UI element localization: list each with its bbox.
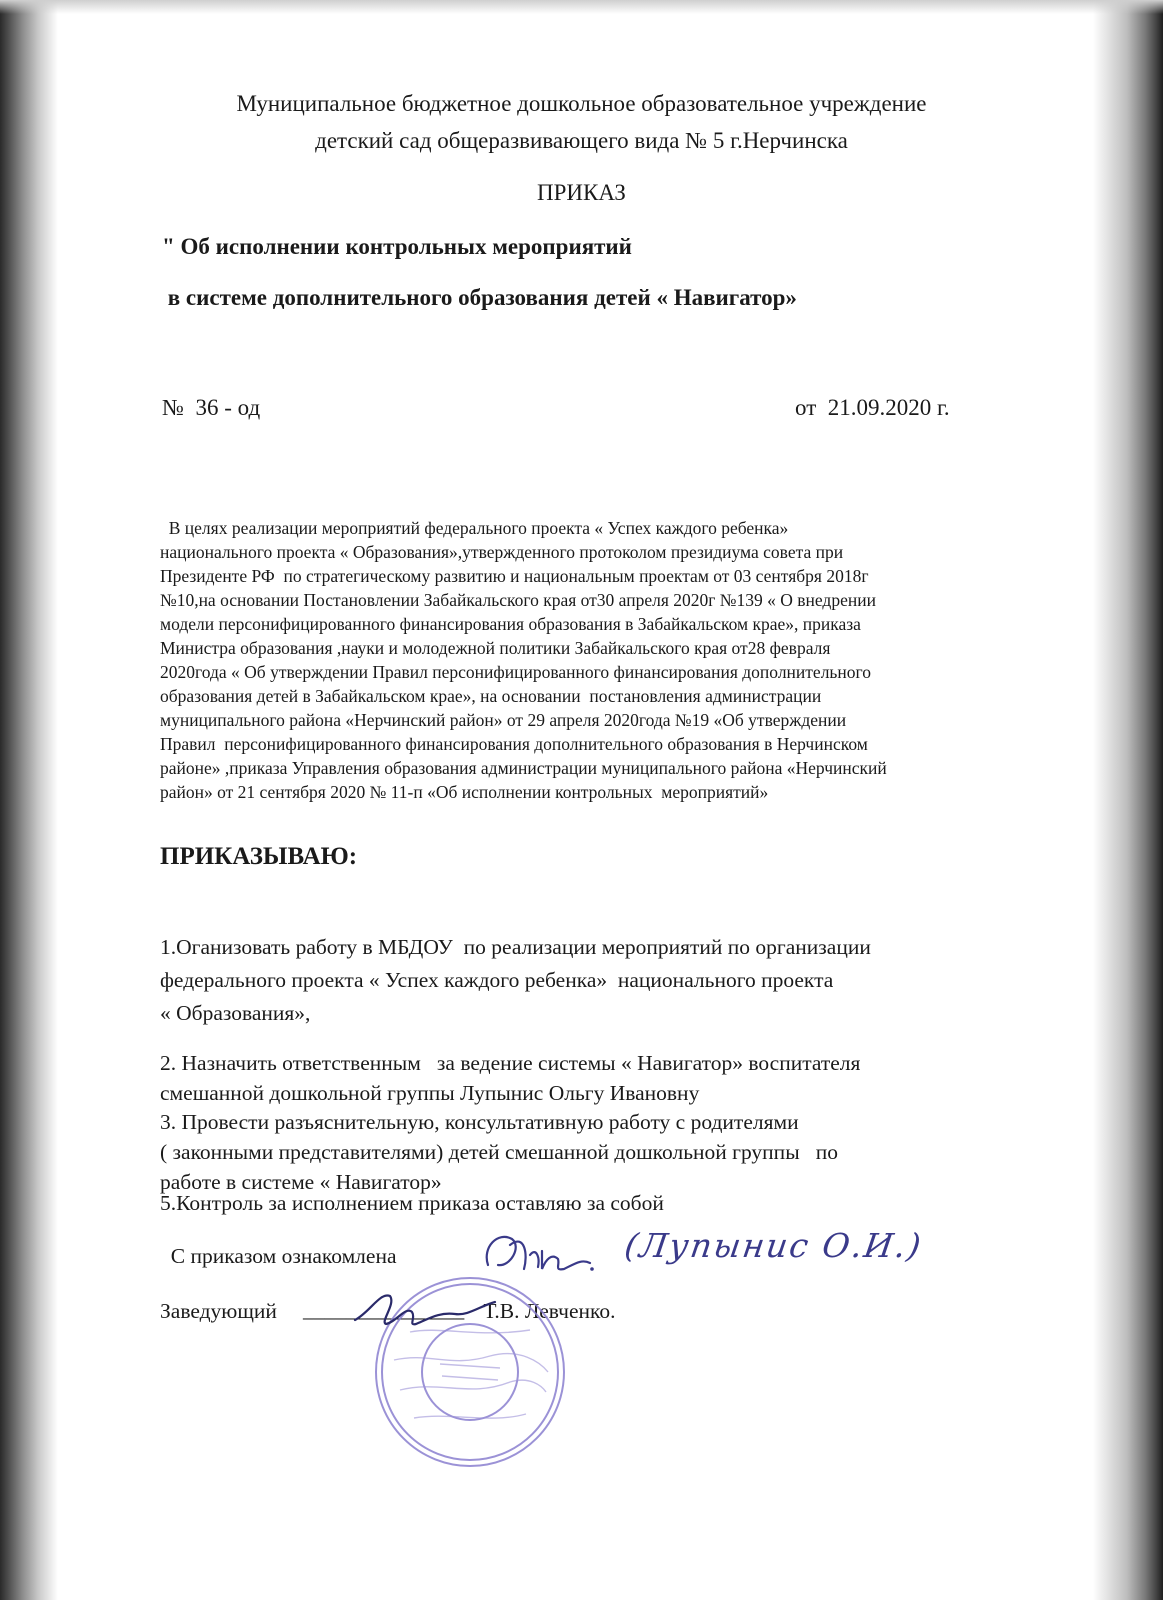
preamble-line: 2020года « Об утверждении Правил персонифицированного финансирования дополнительного [160,662,872,682]
preamble-line: образования детей в Забайкальском крае», на основании постановления администрации [160,686,822,706]
preamble-line: национального проекта « Образования»,утвержденного протоколом президиума совета при [160,542,844,562]
item-2-line: смешанной дошкольной группы Лупынис Ольгу Ивановну [160,1081,700,1105]
doc-type: ПРИКАЗ [537,180,626,205]
acquainted-handwritten-name: (Лупынис О.И.) [622,1226,926,1265]
head-title: Заведующий [160,1299,277,1323]
order-date: от 21.09.2020 г. [795,395,950,420]
preamble-line: Правил персонифицированного финансирования дополнительного образования в Нерчинском [160,734,868,754]
head-signature-line: _______________ [303,1298,465,1322]
item-5: 5.Контроль за исполнением приказа оставляю за собой [160,1191,664,1215]
scan-edge-left [0,0,58,1600]
org-name-line1: Муниципальное бюджетное дошкольное образовательное учреждение [236,91,927,116]
preamble-line: В целях реализации мероприятий федерального проекта « Успех каждого ребенка» [160,518,789,538]
org-name-line2: детский сад общеразвивающего вида № 5 г.Нерчинска [315,128,848,153]
item-2-line: 2. Назначить ответственным за ведение системы « Навигатор» воспитателя [160,1051,861,1075]
item-1-line: 1.Оганизовать работу в МБДОУ по реализации мероприятий по организации [160,935,871,959]
order-word: ПРИКАЗЫВАЮ: [160,843,358,870]
scan-edge-top [0,0,1163,14]
item-1-line: федерального проекта « Успех каждого ребенка» национального проекта [160,968,834,992]
item-1-line: « Образования», [160,1001,311,1025]
head-signature [350,1282,500,1337]
acquainted-text: С приказом ознакомлена [160,1244,397,1268]
item-3-line: работе в системе « Навигатор» [160,1170,442,1194]
preamble-line: Президенте РФ по стратегическому развитию и национальным проектам от 03 сентября 2018г [160,566,869,586]
scan-edge-right [1093,0,1163,1600]
preamble-line: район» от 21 сентября 2020 № 11-п «Об исполнении контрольных мероприятий» [160,782,769,802]
title-line1: " Об исполнении контрольных мероприятий [162,234,632,259]
preamble-line: муниципального района «Нерчинский район» от 29 апреля 2020года №19 «Об утверждении [160,710,847,730]
preamble-line: районе» ,приказа Управления образования администрации муниципального района «Нерчинский [160,758,887,778]
preamble-line: Министра образования ,науки и молодежной политики Забайкальского края от28 февраля [160,638,831,658]
title-line2: в системе дополнительного образования детей « Навигатор» [162,285,797,310]
item-3-line: ( законными представителями) детей смешанной дошкольной группы по [160,1140,839,1164]
preamble-line: №10,на основании Постановлении Забайкальского края от30 апреля 2020г №139 « О внедрении [160,590,876,610]
order-number: № 36 - од [162,395,261,420]
preamble-line: модели персонифицированного финансирования образования в Забайкальском крае», приказа [160,614,861,634]
item-3-line: 3. Провести разъяснительную, консультативную работу с родителями [160,1110,799,1134]
preamble [160,492,887,828]
head-name: Т.В. Левченко. [478,1299,616,1323]
